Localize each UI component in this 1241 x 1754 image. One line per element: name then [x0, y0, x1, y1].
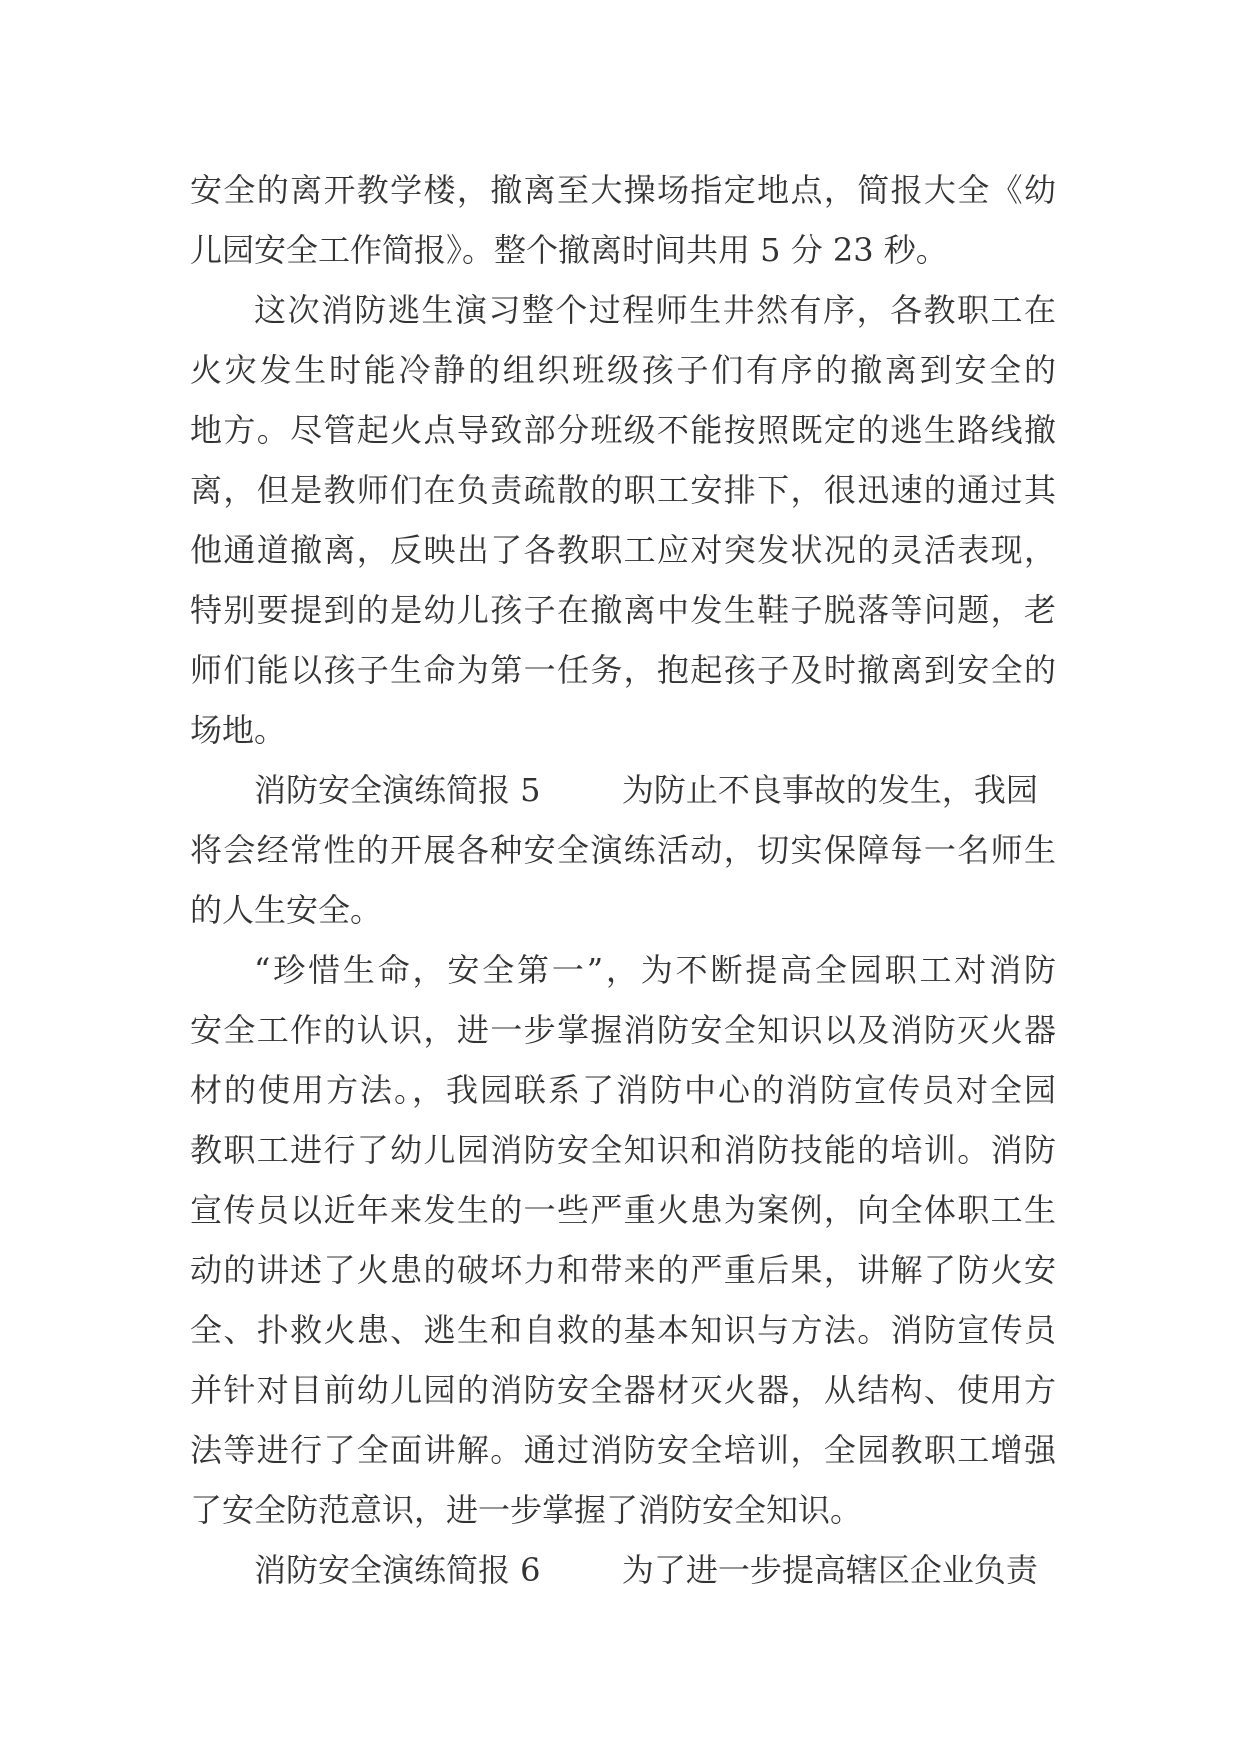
text-line: 场地。 — [190, 711, 287, 749]
text-line: 这次消防逃生演习整个过程师生井然有序，各教职工在 — [254, 291, 1056, 329]
text-line: 消防安全演练简报 6 为了进一步提高辖区企业负责 — [254, 1551, 1038, 1589]
text-line: 将会经常性的开展各种安全演练活动，切实保障每一名师生 — [190, 831, 1056, 869]
text-line: 法等进行了全面讲解。通过消防安全培训，全园教职工增强 — [190, 1431, 1056, 1469]
text-line: 并针对目前幼儿园的消防安全器材灭火器，从结构、使用方 — [190, 1371, 1056, 1409]
text-line: 教职工进行了幼儿园消防安全知识和消防技能的培训。消防 — [190, 1131, 1056, 1169]
text-line: 安全工作的认识，进一步掌握消防安全知识以及消防灭火器 — [190, 1011, 1056, 1049]
text-line: 的人生安全。 — [190, 891, 383, 929]
text-line: 材的使用方法。，我园联系了消防中心的消防宣传员对全园 — [190, 1071, 1056, 1109]
text-line: 安全的离开教学楼，撤离至大操场指定地点，简报大全《幼 — [190, 171, 1056, 209]
text-line: 宣传员以近年来发生的一些严重火患为案例，向全体职工生 — [190, 1191, 1056, 1229]
text-line: 动的讲述了火患的破坏力和带来的严重后果，讲解了防火安 — [190, 1251, 1056, 1289]
text-line: 火灾发生时能冷静的组织班级孩子们有序的撤离到安全的 — [190, 351, 1056, 389]
text-line: 师们能以孩子生命为第一任务，抱起孩子及时撤离到安全的 — [190, 651, 1056, 689]
text-line: 他通道撤离，反映出了各教职工应对突发状况的灵活表现， — [190, 531, 1056, 569]
text-line: 消防安全演练简报 5 为防止不良事故的发生，我园 — [254, 771, 1038, 809]
text-line: 儿园安全工作简报》。整个撤离时间共用 5 分 23 秒。 — [190, 231, 948, 269]
text-line: 地方。尽管起火点导致部分班级不能按照既定的逃生路线撤 — [190, 411, 1056, 449]
text-line: 了安全防范意识，进一步掌握了消防安全知识。 — [190, 1491, 863, 1529]
text-line: 全、扑救火患、逃生和自救的基本知识与方法。消防宣传员 — [190, 1311, 1056, 1349]
text-line: 特别要提到的是幼儿孩子在撤离中发生鞋子脱落等问题，老 — [190, 591, 1056, 629]
document-body — [190, 160, 1056, 1600]
text-line: 离，但是教师们在负责疏散的职工安排下，很迅速的通过其 — [190, 471, 1056, 509]
text-line: “珍惜生命，安全第一”，为不断提高全园职工对消防 — [254, 951, 1056, 989]
